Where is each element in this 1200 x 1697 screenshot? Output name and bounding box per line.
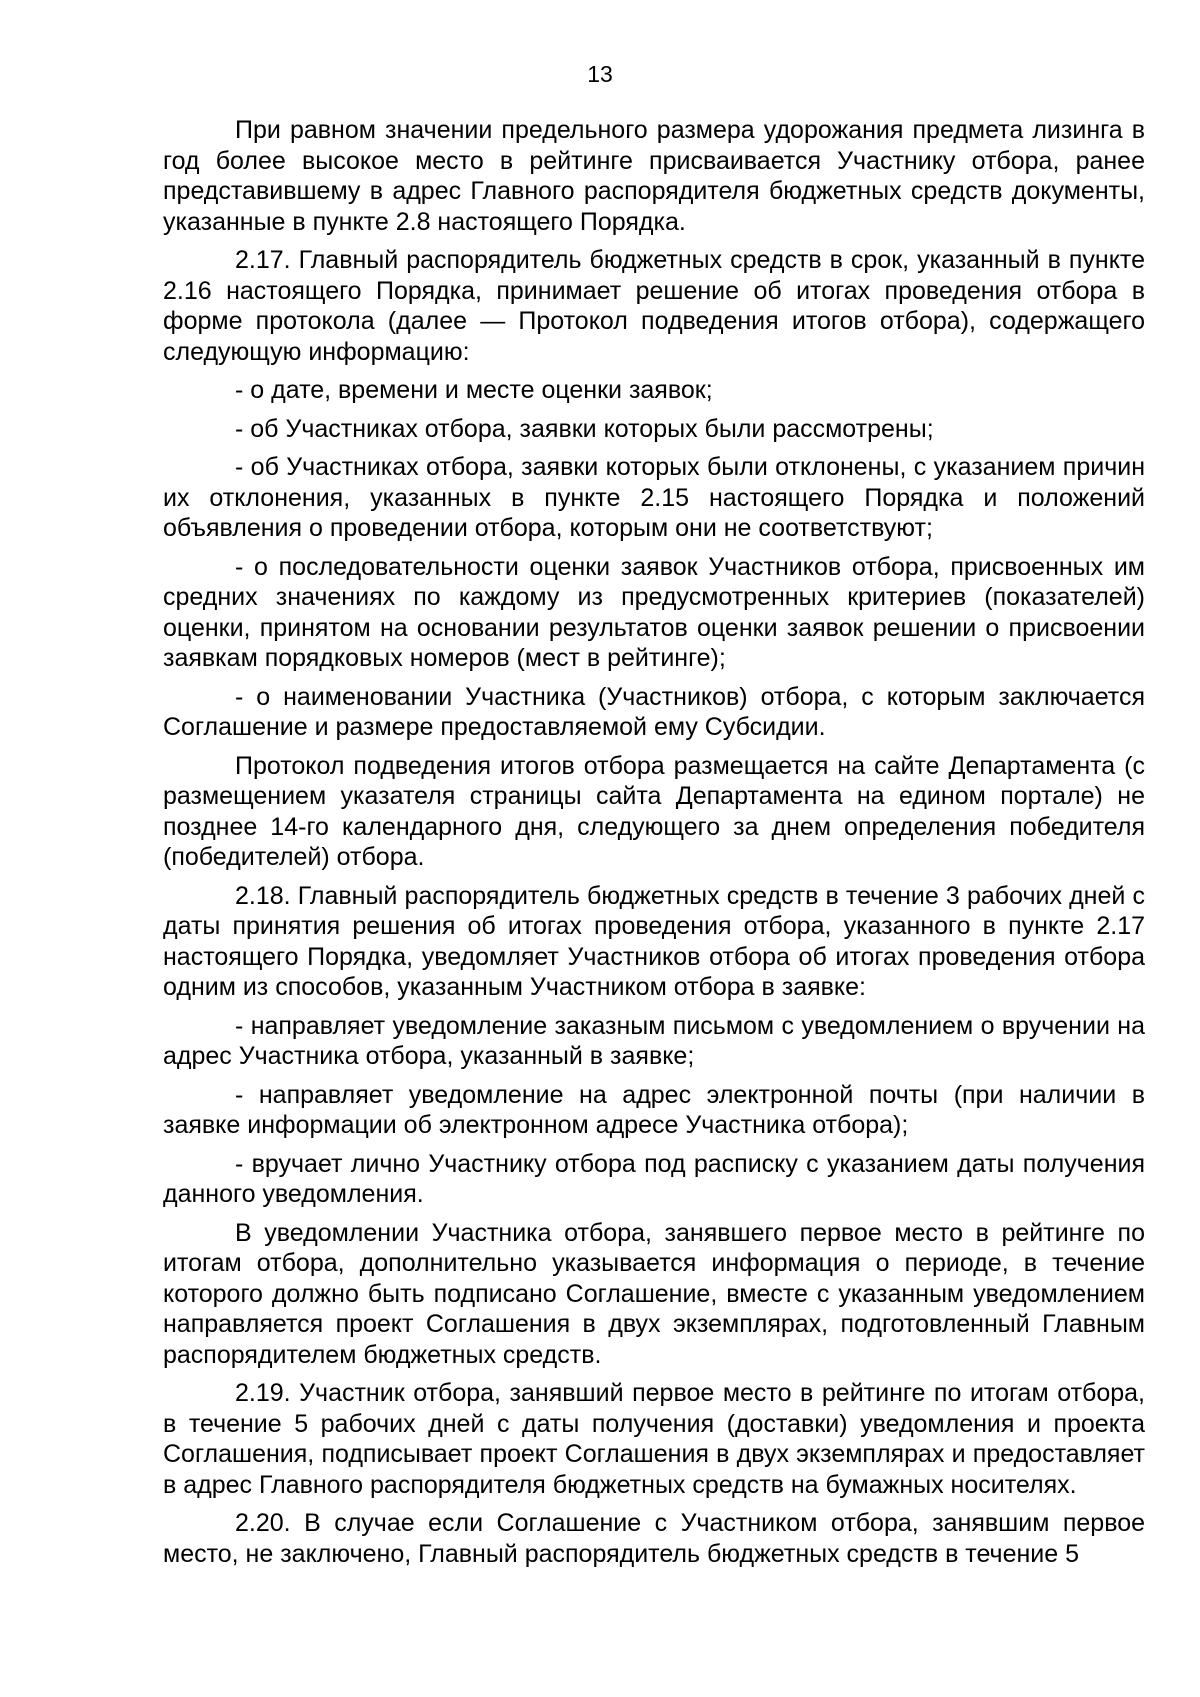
paragraph-2-18: 2.18. Главный распорядитель бюджетных средств в течение 3 рабочих дней с даты принятия решения об итогах проведения отбора, указанного в пункте 2.17 настоящего Порядка, уведомляет Участников отбора об итогах проведения отбора одним из способов, указанным Участником отбора в заявке: xyxy=(163,881,1145,1001)
document-body xyxy=(163,115,1145,1577)
paragraph-2-17: 2.17. Главный распорядитель бюджетных средств в срок, указанный в пункте 2.16 настоящего Порядка, принимает решение об итогах проведения отбора в форме протокола (далее — Протокол подведения итогов отбора), содержащего следующую информацию: xyxy=(163,246,1145,366)
list-item-rejected: - об Участниках отбора, заявки которых были отклонены, с указанием причин их отклонения, указанных в пункте 2.15 настоящего Порядка и положений объявления о проведении отбора, которым они не соответствуют; xyxy=(163,453,1145,542)
list-item-evaluation-order: - о последовательности оценки заявок Участников отбора, присвоенных им средних значениях по каждому из предусмотренных критериев (показателей) оценки, принятом на основании результатов оценки заявок решении о присвоении заявкам порядковых номеров (мест в рейтинге); xyxy=(163,552,1145,672)
paragraph-protocol-publication: Протокол подведения итогов отбора размещается на сайте Департамента (с размещением указателя страницы сайта Департамента на едином портале) не позднее 14-го календарного дня, следующего за днем определения победителя (победителей) отбора. xyxy=(163,751,1145,871)
list-item-registered-mail: - направляет уведомление заказным письмом с уведомлением о вручении на адрес Участника отбора, указанный в заявке; xyxy=(163,1011,1145,1070)
paragraph-2-19: 2.19. Участник отбора, занявший первое место в рейтинге по итогам отбора, в течение 5 рабочих дней с даты получения (доставки) уведомления и проекта Соглашения, подписывает проект Соглашения в двух экземплярах и предоставляет в адрес Главного распорядителя бюджетных средств на бумажных носителях. xyxy=(163,1379,1145,1499)
list-item-email: - направляет уведомление на адрес электронной почты (при наличии в заявке информации об электронном адресе Участника отбора); xyxy=(163,1080,1145,1139)
paragraph-rating-tie: При равном значении предельного размера удорожания предмета лизинга в год более высокое место в рейтинге присваивается Участнику отбора, ранее представившему в адрес Главного распорядителя бюджетных средств документы, указанные в пункте 2.8 настоящего Порядка. xyxy=(163,116,1145,236)
list-item-in-person: - вручает лично Участнику отбора под расписку с указанием даты получения данного уведомления. xyxy=(163,1149,1145,1208)
page-number: 13 xyxy=(587,61,613,87)
list-item-winner: - о наименовании Участника (Участников) отбора, с которым заключается Соглашение и размере предоставляемой ему Субсидии. xyxy=(163,682,1145,741)
list-item-reviewed: - об Участниках отбора, заявки которых были рассмотрены; xyxy=(235,414,934,443)
paragraph-notification-details: В уведомлении Участника отбора, занявшего первое место в рейтинге по итогам отбора, дополнительно указывается информация о периоде, в течение которого должно быть подписано Соглашение, вместе с указанным уведомлением направляется проект Соглашения в двух экземплярах, подготовленный Главным распорядителем бюджетных средств. xyxy=(163,1218,1145,1369)
list-item-date-time: - о дате, времени и месте оценки заявок; xyxy=(235,376,713,404)
paragraph-2-20: 2.20. В случае если Соглашение с Участником отбора, занявшим первое место, не заключено, Главный распорядитель бюджетных средств в течение 5 xyxy=(163,1509,1145,1568)
